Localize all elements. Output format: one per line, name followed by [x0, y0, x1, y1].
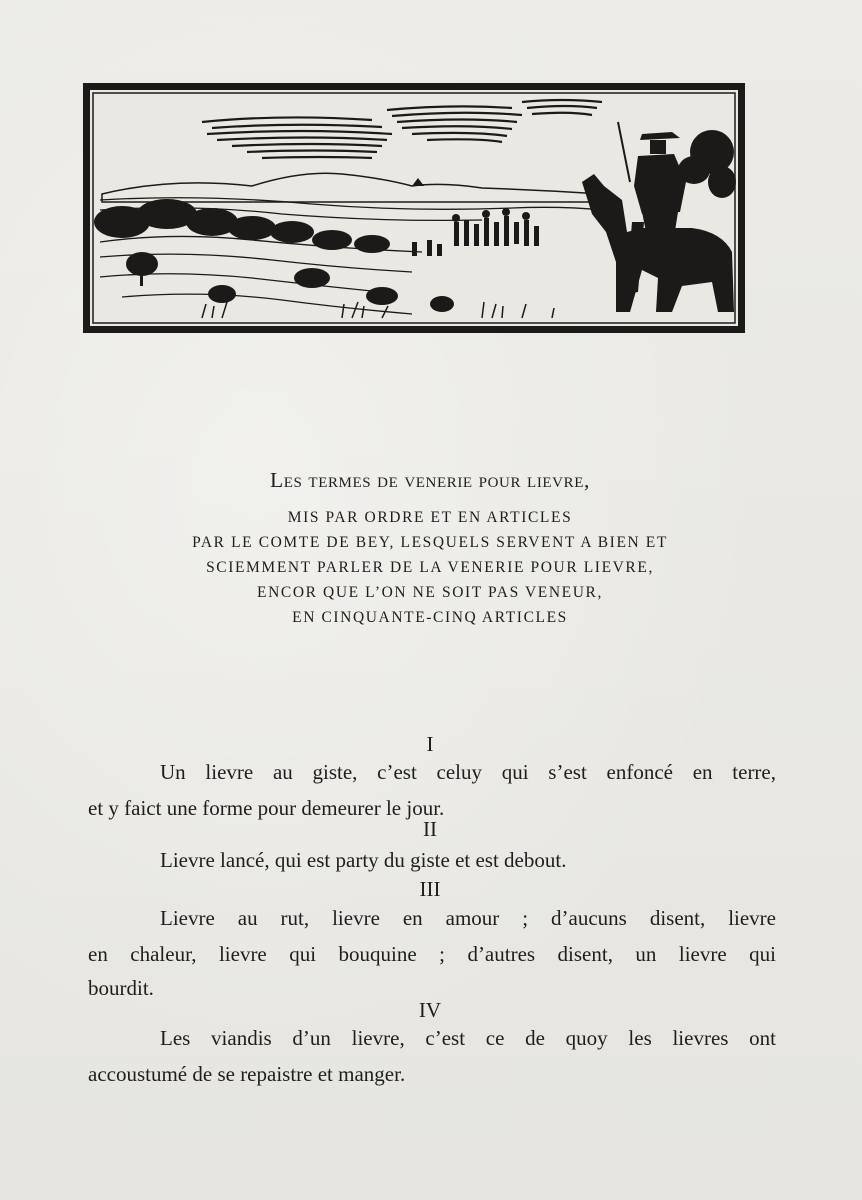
chapter-subtitle-line: EN CINQUANTE-CINQ ARTICLES — [292, 609, 568, 626]
article-numeral: III — [419, 877, 441, 901]
article-text-line: en chaleur, lievre qui bouquine ; d’autres disent, un lievre qui — [88, 942, 776, 966]
chapter-title: Les termes de venerie pour lievre, — [270, 468, 590, 492]
chapter-subtitle-line: MIS PAR ORDRE ET EN ARTICLES — [287, 509, 573, 526]
article-text-line: Les viandis d’un lievre, c’est ce de quoy les lievres ont — [160, 1026, 776, 1050]
article-numeral: II — [423, 817, 437, 841]
article-text-line: et y faict une forme pour demeurer le jour. — [88, 796, 445, 820]
article-text-line: Lievre au rut, lievre en amour ; d’aucuns disent, lievre — [160, 906, 776, 930]
chapter-subtitle-line: PAR LE COMTE DE BEY, LESQUELS SERVENT A BIEN ET — [192, 534, 668, 551]
woodcut-illustration — [82, 82, 746, 334]
article-text-line: Lievre lancé, qui est party du giste et est debout. — [160, 848, 567, 872]
article-numeral: IV — [418, 998, 442, 1022]
article-text-line: bourdit. — [88, 976, 154, 1000]
chapter-subtitle-line: SCIEMMENT PARLER DE LA VENERIE POUR LIEVRE, — [206, 559, 654, 576]
article-text-line: Un lievre au giste, c’est celuy qui s’est enfoncé en terre, — [160, 760, 776, 784]
chapter-subtitle-line: ENCOR QUE L’ON NE SOIT PAS VENEUR, — [257, 584, 603, 601]
article-text-line: accoustumé de se repaistre et manger. — [88, 1062, 406, 1086]
article-numeral: I — [426, 732, 434, 756]
